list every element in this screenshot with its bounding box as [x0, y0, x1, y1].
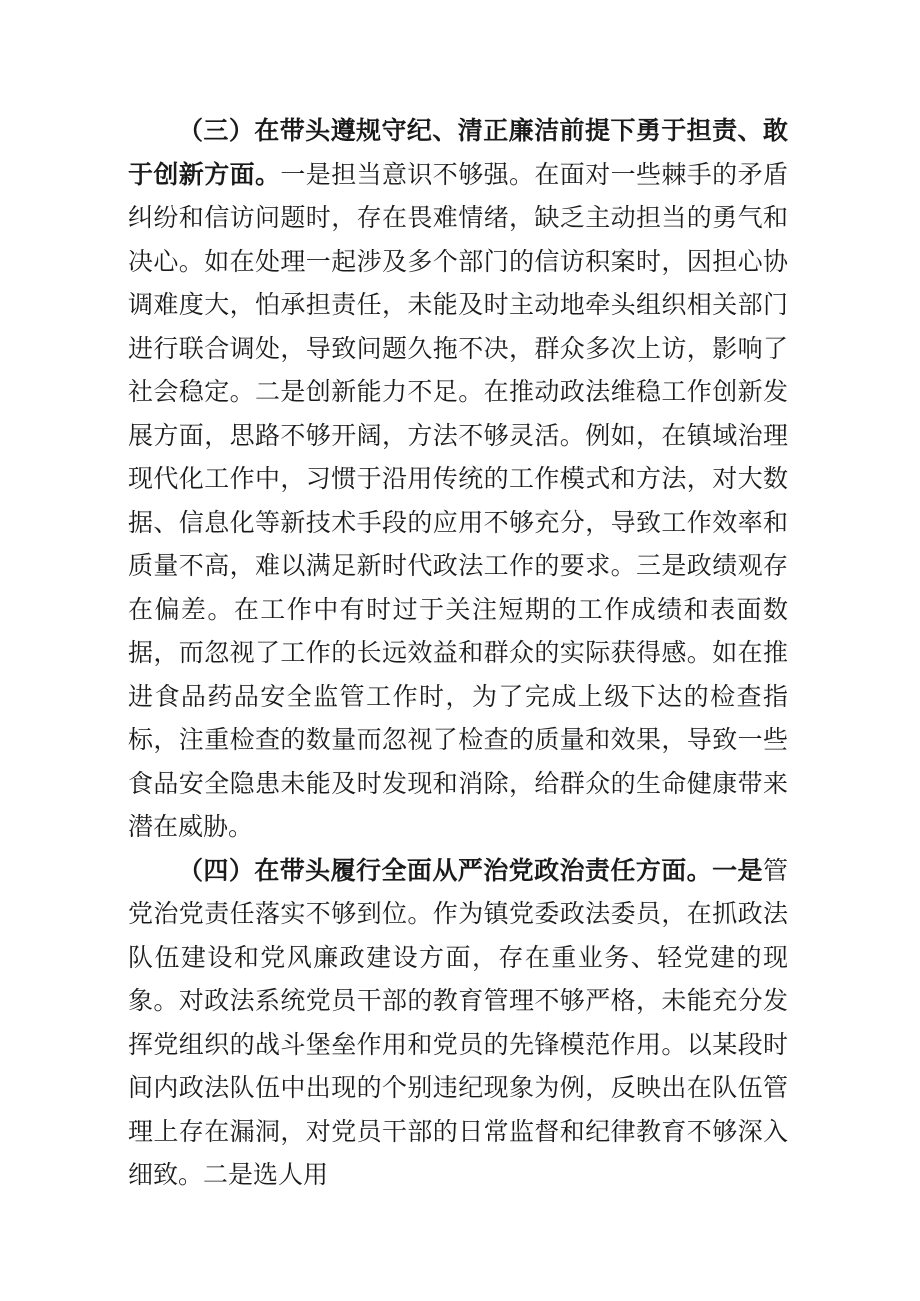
- section-four-heading: （四）在带头履行全面从严治党政治责任方面。一是: [178, 855, 763, 885]
- document-body: [128, 109, 788, 1197]
- paragraph-section-four: [128, 849, 788, 1197]
- section-four-body: 管党治党责任落实不够到位。作为镇党委政法委员，在抓政法队伍建设和党风廉政建设方面，存在重业务、轻党建的现象。对政法系统党员干部的教育管理不够严格，未能充分发挥党组织的战斗堡垒作用和党员的先锋模范作用。以某段时间内政法队伍中出现的个别违纪现象为例，反映出在队伍管理上存在漏洞，对党员干部的日常监督和纪律教育不够深入细致。二是选人用: [128, 855, 788, 1189]
- section-three-heading: （三）在带头遵规守纪、清正廉洁前提下勇于担责、敢于创新方面。: [128, 116, 788, 189]
- section-three-body: 一是担当意识不够强。在面对一些棘手的矛盾纠纷和信访问题时，存在畏难情绪，缺乏主动担当的勇气和决心。如在处理一起涉及多个部门的信访积案时，因担心协调难度大，怕承担责任，未能及时主动地牵头组织相关部门进行联合调处，导致问题久拖不决，群众多次上访，影响了社会稳定。二是创新能力不足。在推动政法维稳工作创新发展方面，思路不够开阔，方法不够灵活。例如，在镇域治理现代化工作中，习惯于沿用传统的工作模式和方法，对大数据、信息化等新技术手段的应用不够充分，导致工作效率和质量不高，难以满足新时代政法工作的要求。三是政绩观存在偏差。在工作中有时过于关注短期的工作成绩和表面数据，而忽视了工作的长远效益和群众的实际获得感。如在推进食品药品安全监管工作时，为了完成上级下达的检查指标，注重检查的数量而忽视了检查的质量和效果，导致一些食品安全隐患未能及时发现和消除，给群众的生命健康带来潜在威胁。: [128, 159, 788, 841]
- paragraph-section-three: [128, 109, 788, 849]
